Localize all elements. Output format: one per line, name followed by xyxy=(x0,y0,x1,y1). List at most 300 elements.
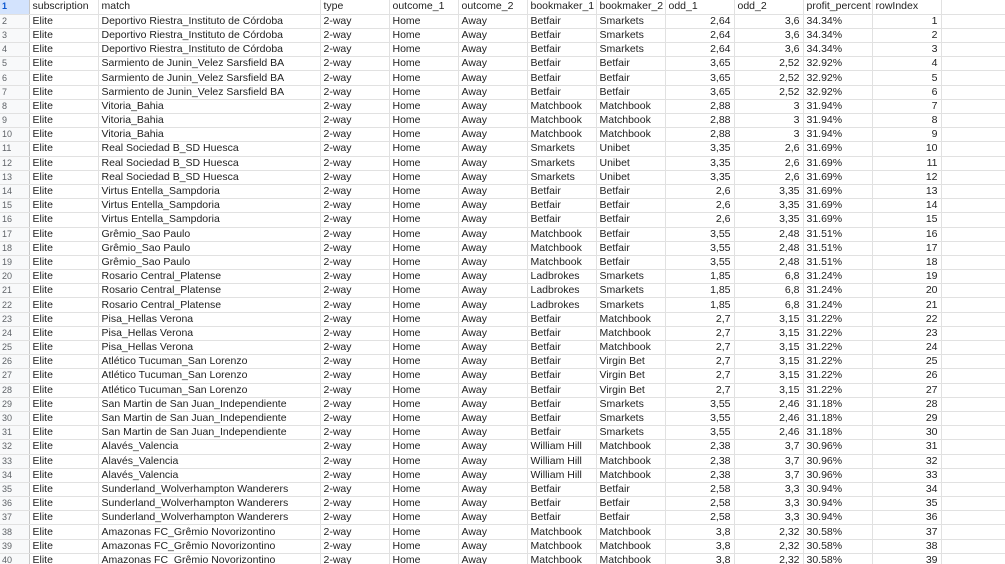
cell-empty[interactable] xyxy=(941,99,1005,113)
cell-type[interactable]: 2-way xyxy=(320,28,389,42)
cell-outcome-1[interactable]: Home xyxy=(389,255,458,269)
cell-odd-1[interactable]: 2,7 xyxy=(665,312,734,326)
cell-bookmaker-2[interactable]: Matchbook xyxy=(596,539,665,553)
cell-match[interactable]: Atlético Tucuman_San Lorenzo xyxy=(98,369,320,383)
cell-subscription[interactable]: Elite xyxy=(29,355,98,369)
cell-bookmaker-1[interactable]: Matchbook xyxy=(527,525,596,539)
cell-type[interactable]: 2-way xyxy=(320,156,389,170)
cell-match[interactable]: Pisa_Hellas Verona xyxy=(98,312,320,326)
cell-empty[interactable] xyxy=(941,142,1005,156)
cell-match[interactable]: San Martin de San Juan_Independiente xyxy=(98,426,320,440)
cell-bookmaker-1[interactable]: Matchbook xyxy=(527,539,596,553)
cell-empty[interactable] xyxy=(941,114,1005,128)
cell-outcome-1[interactable]: Home xyxy=(389,199,458,213)
cell-outcome-1[interactable]: Home xyxy=(389,326,458,340)
cell-empty[interactable] xyxy=(941,71,1005,85)
cell-bookmaker-1[interactable]: Ladbrokes xyxy=(527,298,596,312)
cell-subscription[interactable]: Elite xyxy=(29,213,98,227)
cell-type[interactable]: 2-way xyxy=(320,114,389,128)
cell-bookmaker-2[interactable]: Matchbook xyxy=(596,468,665,482)
cell-odd-1[interactable]: 1,85 xyxy=(665,284,734,298)
cell-outcome-1[interactable]: Home xyxy=(389,14,458,28)
cell-type[interactable]: 2-way xyxy=(320,511,389,525)
cell-profit-percent[interactable]: 31.51% xyxy=(803,241,872,255)
row-number[interactable]: 24 xyxy=(0,326,29,340)
cell-rowindex[interactable]: 37 xyxy=(872,525,941,539)
row-number[interactable]: 37 xyxy=(0,511,29,525)
cell-bookmaker-1[interactable]: Matchbook xyxy=(527,227,596,241)
row-number[interactable]: 32 xyxy=(0,440,29,454)
cell-match[interactable]: Sunderland_Wolverhampton Wanderers xyxy=(98,482,320,496)
cell-outcome-1[interactable]: Home xyxy=(389,539,458,553)
cell-profit-percent[interactable]: 32.92% xyxy=(803,57,872,71)
cell-subscription[interactable]: Elite xyxy=(29,369,98,383)
cell-match[interactable]: Deportivo Riestra_Instituto de Córdoba xyxy=(98,43,320,57)
cell-outcome-2[interactable]: Away xyxy=(458,326,527,340)
cell-outcome-2[interactable]: Away xyxy=(458,539,527,553)
cell-type[interactable]: 2-way xyxy=(320,14,389,28)
cell-rowindex[interactable]: 28 xyxy=(872,397,941,411)
cell-outcome-1[interactable]: Home xyxy=(389,341,458,355)
cell-subscription[interactable]: Elite xyxy=(29,85,98,99)
row-number[interactable]: 30 xyxy=(0,411,29,425)
cell-bookmaker-1[interactable]: Matchbook xyxy=(527,128,596,142)
cell-odd-1[interactable]: 3,65 xyxy=(665,71,734,85)
cell-outcome-2[interactable]: Away xyxy=(458,184,527,198)
cell-outcome-1[interactable]: Home xyxy=(389,85,458,99)
cell-empty[interactable] xyxy=(941,43,1005,57)
cell-odd-2[interactable]: 3,15 xyxy=(734,312,803,326)
cell-bookmaker-2[interactable]: Virgin Bet xyxy=(596,369,665,383)
cell-rowindex[interactable]: 27 xyxy=(872,383,941,397)
cell-outcome-2[interactable]: Away xyxy=(458,511,527,525)
row-number[interactable]: 12 xyxy=(0,156,29,170)
cell-empty[interactable] xyxy=(941,298,1005,312)
cell-empty[interactable] xyxy=(941,426,1005,440)
cell-match[interactable]: Virtus Entella_Sampdoria xyxy=(98,213,320,227)
cell-rowindex[interactable]: 13 xyxy=(872,184,941,198)
cell-odd-1[interactable]: 2,7 xyxy=(665,341,734,355)
cell-outcome-2[interactable]: Away xyxy=(458,99,527,113)
cell-match[interactable]: Pisa_Hellas Verona xyxy=(98,341,320,355)
cell-odd-2[interactable]: 3 xyxy=(734,128,803,142)
cell-odd-1[interactable]: 2,7 xyxy=(665,355,734,369)
cell-type[interactable]: 2-way xyxy=(320,142,389,156)
cell-odd-2[interactable]: 3,7 xyxy=(734,454,803,468)
cell-outcome-1[interactable]: Home xyxy=(389,128,458,142)
cell-empty[interactable] xyxy=(941,255,1005,269)
cell-empty[interactable] xyxy=(941,85,1005,99)
cell-type[interactable]: 2-way xyxy=(320,468,389,482)
cell-outcome-2[interactable]: Away xyxy=(458,14,527,28)
cell-bookmaker-1[interactable]: Smarkets xyxy=(527,142,596,156)
header-cell-outcome-2[interactable]: outcome_2 xyxy=(458,0,527,14)
cell-profit-percent[interactable]: 31.69% xyxy=(803,213,872,227)
cell-bookmaker-1[interactable]: Betfair xyxy=(527,426,596,440)
header-cell-subscription[interactable]: subscription xyxy=(29,0,98,14)
cell-bookmaker-1[interactable]: Ladbrokes xyxy=(527,284,596,298)
cell-bookmaker-1[interactable]: Smarkets xyxy=(527,170,596,184)
cell-match[interactable]: Atlético Tucuman_San Lorenzo xyxy=(98,383,320,397)
header-cell-odd-1[interactable]: odd_1 xyxy=(665,0,734,14)
cell-outcome-1[interactable]: Home xyxy=(389,411,458,425)
cell-profit-percent[interactable]: 31.24% xyxy=(803,284,872,298)
cell-odd-1[interactable]: 2,88 xyxy=(665,114,734,128)
cell-empty[interactable] xyxy=(941,383,1005,397)
cell-subscription[interactable]: Elite xyxy=(29,57,98,71)
cell-type[interactable]: 2-way xyxy=(320,341,389,355)
cell-match[interactable]: Sunderland_Wolverhampton Wanderers xyxy=(98,511,320,525)
cell-outcome-1[interactable]: Home xyxy=(389,525,458,539)
cell-rowindex[interactable]: 8 xyxy=(872,114,941,128)
cell-outcome-1[interactable]: Home xyxy=(389,28,458,42)
cell-bookmaker-2[interactable]: Smarkets xyxy=(596,43,665,57)
cell-match[interactable]: Amazonas FC_Grêmio Novorizontino xyxy=(98,525,320,539)
cell-odd-1[interactable]: 2,6 xyxy=(665,184,734,198)
header-cell-match[interactable]: match xyxy=(98,0,320,14)
cell-odd-1[interactable]: 2,58 xyxy=(665,482,734,496)
cell-odd-2[interactable]: 2,46 xyxy=(734,426,803,440)
cell-match[interactable]: Alavés_Valencia xyxy=(98,440,320,454)
cell-type[interactable]: 2-way xyxy=(320,99,389,113)
cell-rowindex[interactable]: 31 xyxy=(872,440,941,454)
cell-rowindex[interactable]: 5 xyxy=(872,71,941,85)
cell-empty[interactable] xyxy=(941,156,1005,170)
cell-match[interactable]: Rosario Central_Platense xyxy=(98,284,320,298)
cell-type[interactable]: 2-way xyxy=(320,355,389,369)
row-number[interactable]: 27 xyxy=(0,369,29,383)
cell-empty[interactable] xyxy=(941,227,1005,241)
cell-bookmaker-2[interactable]: Matchbook xyxy=(596,454,665,468)
cell-bookmaker-2[interactable]: Betfair xyxy=(596,85,665,99)
cell-empty[interactable] xyxy=(941,341,1005,355)
cell-profit-percent[interactable]: 32.92% xyxy=(803,71,872,85)
cell-match[interactable]: Grêmio_Sao Paulo xyxy=(98,241,320,255)
cell-empty[interactable] xyxy=(941,553,1005,564)
cell-rowindex[interactable]: 36 xyxy=(872,511,941,525)
cell-bookmaker-2[interactable]: Betfair xyxy=(596,199,665,213)
row-number[interactable]: 18 xyxy=(0,241,29,255)
cell-odd-1[interactable]: 3,65 xyxy=(665,85,734,99)
cell-bookmaker-1[interactable]: Betfair xyxy=(527,71,596,85)
cell-outcome-1[interactable]: Home xyxy=(389,270,458,284)
cell-subscription[interactable]: Elite xyxy=(29,383,98,397)
cell-bookmaker-2[interactable]: Matchbook xyxy=(596,99,665,113)
cell-empty[interactable] xyxy=(941,284,1005,298)
cell-odd-2[interactable]: 2,46 xyxy=(734,411,803,425)
cell-bookmaker-2[interactable]: Matchbook xyxy=(596,326,665,340)
cell-odd-1[interactable]: 2,88 xyxy=(665,99,734,113)
cell-match[interactable]: Alavés_Valencia xyxy=(98,454,320,468)
header-cell-type[interactable]: type xyxy=(320,0,389,14)
cell-outcome-2[interactable]: Away xyxy=(458,341,527,355)
cell-rowindex[interactable]: 19 xyxy=(872,270,941,284)
cell-subscription[interactable]: Elite xyxy=(29,326,98,340)
cell-odd-2[interactable]: 2,46 xyxy=(734,397,803,411)
cell-odd-1[interactable]: 2,64 xyxy=(665,28,734,42)
cell-empty[interactable] xyxy=(941,454,1005,468)
cell-rowindex[interactable]: 3 xyxy=(872,43,941,57)
cell-odd-2[interactable]: 6,8 xyxy=(734,298,803,312)
cell-odd-1[interactable]: 2,7 xyxy=(665,369,734,383)
cell-odd-1[interactable]: 2,58 xyxy=(665,511,734,525)
cell-outcome-2[interactable]: Away xyxy=(458,312,527,326)
cell-subscription[interactable]: Elite xyxy=(29,284,98,298)
row-number[interactable]: 4 xyxy=(0,43,29,57)
cell-rowindex[interactable]: 18 xyxy=(872,255,941,269)
cell-profit-percent[interactable]: 30.94% xyxy=(803,511,872,525)
cell-empty[interactable] xyxy=(941,241,1005,255)
cell-outcome-1[interactable]: Home xyxy=(389,114,458,128)
cell-empty[interactable] xyxy=(941,525,1005,539)
cell-bookmaker-2[interactable]: Smarkets xyxy=(596,298,665,312)
cell-type[interactable]: 2-way xyxy=(320,255,389,269)
cell-subscription[interactable]: Elite xyxy=(29,199,98,213)
cell-type[interactable]: 2-way xyxy=(320,43,389,57)
cell-empty[interactable] xyxy=(941,57,1005,71)
cell-empty[interactable] xyxy=(941,397,1005,411)
cell-profit-percent[interactable]: 31.24% xyxy=(803,270,872,284)
cell-subscription[interactable]: Elite xyxy=(29,28,98,42)
cell-rowindex[interactable]: 17 xyxy=(872,241,941,255)
cell-empty[interactable] xyxy=(941,14,1005,28)
cell-bookmaker-1[interactable]: Betfair xyxy=(527,28,596,42)
cell-bookmaker-2[interactable]: Matchbook xyxy=(596,341,665,355)
cell-profit-percent[interactable]: 30.96% xyxy=(803,454,872,468)
cell-match[interactable]: Pisa_Hellas Verona xyxy=(98,326,320,340)
cell-rowindex[interactable]: 35 xyxy=(872,497,941,511)
cell-odd-2[interactable]: 2,52 xyxy=(734,71,803,85)
cell-rowindex[interactable]: 7 xyxy=(872,99,941,113)
cell-outcome-2[interactable]: Away xyxy=(458,43,527,57)
header-cell-rowindex[interactable]: rowIndex xyxy=(872,0,941,14)
cell-empty[interactable] xyxy=(941,411,1005,425)
cell-profit-percent[interactable]: 34.34% xyxy=(803,28,872,42)
cell-type[interactable]: 2-way xyxy=(320,57,389,71)
cell-outcome-1[interactable]: Home xyxy=(389,184,458,198)
cell-type[interactable]: 2-way xyxy=(320,312,389,326)
cell-odd-2[interactable]: 2,48 xyxy=(734,255,803,269)
cell-outcome-2[interactable]: Away xyxy=(458,525,527,539)
header-cell-bookmaker-1[interactable]: bookmaker_1 xyxy=(527,0,596,14)
cell-bookmaker-2[interactable]: Smarkets xyxy=(596,28,665,42)
cell-type[interactable]: 2-way xyxy=(320,497,389,511)
cell-match[interactable]: Real Sociedad B_SD Huesca xyxy=(98,170,320,184)
cell-rowindex[interactable]: 9 xyxy=(872,128,941,142)
cell-type[interactable]: 2-way xyxy=(320,85,389,99)
row-number[interactable]: 1 xyxy=(0,0,29,14)
cell-outcome-1[interactable]: Home xyxy=(389,227,458,241)
cell-outcome-2[interactable]: Away xyxy=(458,241,527,255)
cell-outcome-2[interactable]: Away xyxy=(458,355,527,369)
cell-empty[interactable] xyxy=(941,28,1005,42)
cell-odd-1[interactable]: 2,6 xyxy=(665,199,734,213)
cell-outcome-2[interactable]: Away xyxy=(458,426,527,440)
cell-bookmaker-1[interactable]: Matchbook xyxy=(527,99,596,113)
cell-subscription[interactable]: Elite xyxy=(29,440,98,454)
cell-outcome-2[interactable]: Away xyxy=(458,57,527,71)
cell-profit-percent[interactable]: 30.96% xyxy=(803,468,872,482)
cell-subscription[interactable]: Elite xyxy=(29,341,98,355)
cell-subscription[interactable]: Elite xyxy=(29,511,98,525)
cell-odd-1[interactable]: 2,7 xyxy=(665,326,734,340)
cell-profit-percent[interactable]: 30.94% xyxy=(803,497,872,511)
cell-bookmaker-1[interactable]: Betfair xyxy=(527,43,596,57)
cell-outcome-1[interactable]: Home xyxy=(389,71,458,85)
cell-profit-percent[interactable]: 31.22% xyxy=(803,355,872,369)
cell-bookmaker-2[interactable]: Matchbook xyxy=(596,440,665,454)
cell-empty[interactable] xyxy=(941,468,1005,482)
cell-empty[interactable] xyxy=(941,170,1005,184)
cell-type[interactable]: 2-way xyxy=(320,454,389,468)
cell-odd-2[interactable]: 2,6 xyxy=(734,142,803,156)
cell-outcome-2[interactable]: Away xyxy=(458,199,527,213)
cell-profit-percent[interactable]: 31.69% xyxy=(803,199,872,213)
cell-bookmaker-1[interactable]: Betfair xyxy=(527,482,596,496)
cell-odd-2[interactable]: 2,48 xyxy=(734,227,803,241)
cell-bookmaker-2[interactable]: Betfair xyxy=(596,71,665,85)
cell-bookmaker-1[interactable]: Matchbook xyxy=(527,553,596,564)
cell-subscription[interactable]: Elite xyxy=(29,468,98,482)
cell-outcome-2[interactable]: Away xyxy=(458,85,527,99)
cell-outcome-1[interactable]: Home xyxy=(389,170,458,184)
cell-odd-1[interactable]: 3,55 xyxy=(665,255,734,269)
cell-subscription[interactable]: Elite xyxy=(29,156,98,170)
cell-bookmaker-1[interactable]: Smarkets xyxy=(527,156,596,170)
cell-bookmaker-2[interactable]: Betfair xyxy=(596,255,665,269)
cell-odd-2[interactable]: 3 xyxy=(734,99,803,113)
row-number[interactable]: 6 xyxy=(0,71,29,85)
cell-type[interactable]: 2-way xyxy=(320,525,389,539)
row-number[interactable]: 23 xyxy=(0,312,29,326)
row-number[interactable]: 33 xyxy=(0,454,29,468)
cell-profit-percent[interactable]: 30.96% xyxy=(803,440,872,454)
cell-rowindex[interactable]: 26 xyxy=(872,369,941,383)
cell-profit-percent[interactable]: 31.94% xyxy=(803,99,872,113)
cell-odd-2[interactable]: 2,32 xyxy=(734,525,803,539)
cell-type[interactable]: 2-way xyxy=(320,284,389,298)
cell-profit-percent[interactable]: 30.58% xyxy=(803,553,872,564)
cell-outcome-2[interactable]: Away xyxy=(458,71,527,85)
cell-odd-1[interactable]: 2,7 xyxy=(665,383,734,397)
cell-subscription[interactable]: Elite xyxy=(29,99,98,113)
cell-odd-2[interactable]: 3,15 xyxy=(734,355,803,369)
cell-subscription[interactable]: Elite xyxy=(29,255,98,269)
cell-rowindex[interactable]: 34 xyxy=(872,482,941,496)
cell-subscription[interactable]: Elite xyxy=(29,454,98,468)
cell-type[interactable]: 2-way xyxy=(320,397,389,411)
cell-bookmaker-1[interactable]: Betfair xyxy=(527,213,596,227)
cell-outcome-2[interactable]: Away xyxy=(458,114,527,128)
cell-empty[interactable] xyxy=(941,511,1005,525)
row-number[interactable]: 34 xyxy=(0,468,29,482)
cell-empty[interactable] xyxy=(941,355,1005,369)
cell-odd-1[interactable]: 3,35 xyxy=(665,156,734,170)
cell-odd-2[interactable]: 2,32 xyxy=(734,539,803,553)
cell-profit-percent[interactable]: 31.69% xyxy=(803,142,872,156)
cell-type[interactable]: 2-way xyxy=(320,199,389,213)
cell-rowindex[interactable]: 11 xyxy=(872,156,941,170)
cell-odd-1[interactable]: 3,8 xyxy=(665,539,734,553)
cell-rowindex[interactable]: 1 xyxy=(872,14,941,28)
cell-rowindex[interactable]: 16 xyxy=(872,227,941,241)
cell-match[interactable]: Amazonas FC_Grêmio Novorizontino xyxy=(98,553,320,564)
cell-subscription[interactable]: Elite xyxy=(29,241,98,255)
cell-bookmaker-2[interactable]: Betfair xyxy=(596,482,665,496)
cell-bookmaker-2[interactable]: Matchbook xyxy=(596,553,665,564)
cell-rowindex[interactable]: 24 xyxy=(872,341,941,355)
cell-outcome-1[interactable]: Home xyxy=(389,553,458,564)
cell-odd-2[interactable]: 3,35 xyxy=(734,184,803,198)
cell-profit-percent[interactable]: 31.22% xyxy=(803,312,872,326)
header-cell-empty[interactable] xyxy=(941,0,1005,14)
cell-odd-1[interactable]: 3,55 xyxy=(665,227,734,241)
cell-rowindex[interactable]: 29 xyxy=(872,411,941,425)
cell-bookmaker-1[interactable]: Betfair xyxy=(527,57,596,71)
row-number[interactable]: 9 xyxy=(0,114,29,128)
cell-odd-1[interactable]: 3,55 xyxy=(665,411,734,425)
cell-subscription[interactable]: Elite xyxy=(29,170,98,184)
cell-match[interactable]: Virtus Entella_Sampdoria xyxy=(98,184,320,198)
cell-match[interactable]: Atlético Tucuman_San Lorenzo xyxy=(98,355,320,369)
cell-bookmaker-2[interactable]: Smarkets xyxy=(596,397,665,411)
cell-odd-2[interactable]: 3,15 xyxy=(734,383,803,397)
cell-outcome-2[interactable]: Away xyxy=(458,227,527,241)
cell-rowindex[interactable]: 6 xyxy=(872,85,941,99)
cell-rowindex[interactable]: 10 xyxy=(872,142,941,156)
cell-bookmaker-2[interactable]: Virgin Bet xyxy=(596,355,665,369)
cell-rowindex[interactable]: 32 xyxy=(872,454,941,468)
row-number[interactable]: 11 xyxy=(0,142,29,156)
cell-bookmaker-2[interactable]: Matchbook xyxy=(596,128,665,142)
cell-type[interactable]: 2-way xyxy=(320,298,389,312)
cell-odd-1[interactable]: 2,88 xyxy=(665,128,734,142)
cell-odd-2[interactable]: 3,7 xyxy=(734,468,803,482)
cell-odd-2[interactable]: 6,8 xyxy=(734,270,803,284)
cell-bookmaker-1[interactable]: William Hill xyxy=(527,454,596,468)
row-number[interactable]: 8 xyxy=(0,99,29,113)
row-number[interactable]: 13 xyxy=(0,170,29,184)
cell-empty[interactable] xyxy=(941,312,1005,326)
cell-type[interactable]: 2-way xyxy=(320,426,389,440)
cell-odd-1[interactable]: 3,35 xyxy=(665,142,734,156)
cell-type[interactable]: 2-way xyxy=(320,128,389,142)
cell-outcome-2[interactable]: Away xyxy=(458,497,527,511)
cell-odd-1[interactable]: 2,38 xyxy=(665,454,734,468)
cell-bookmaker-2[interactable]: Unibet xyxy=(596,170,665,184)
cell-rowindex[interactable]: 12 xyxy=(872,170,941,184)
row-number[interactable]: 3 xyxy=(0,28,29,42)
cell-outcome-2[interactable]: Away xyxy=(458,369,527,383)
cell-outcome-1[interactable]: Home xyxy=(389,454,458,468)
cell-bookmaker-2[interactable]: Betfair xyxy=(596,241,665,255)
cell-subscription[interactable]: Elite xyxy=(29,312,98,326)
cell-subscription[interactable]: Elite xyxy=(29,426,98,440)
cell-bookmaker-1[interactable]: Betfair xyxy=(527,369,596,383)
cell-profit-percent[interactable]: 34.34% xyxy=(803,43,872,57)
cell-rowindex[interactable]: 23 xyxy=(872,326,941,340)
cell-type[interactable]: 2-way xyxy=(320,539,389,553)
cell-type[interactable]: 2-way xyxy=(320,241,389,255)
cell-outcome-1[interactable]: Home xyxy=(389,298,458,312)
cell-odd-1[interactable]: 2,64 xyxy=(665,14,734,28)
cell-type[interactable]: 2-way xyxy=(320,482,389,496)
header-cell-outcome-1[interactable]: outcome_1 xyxy=(389,0,458,14)
cell-match[interactable]: Grêmio_Sao Paulo xyxy=(98,227,320,241)
cell-match[interactable]: Sarmiento de Junin_Velez Sarsfield BA xyxy=(98,71,320,85)
cell-odd-1[interactable]: 2,38 xyxy=(665,468,734,482)
cell-match[interactable]: Rosario Central_Platense xyxy=(98,298,320,312)
